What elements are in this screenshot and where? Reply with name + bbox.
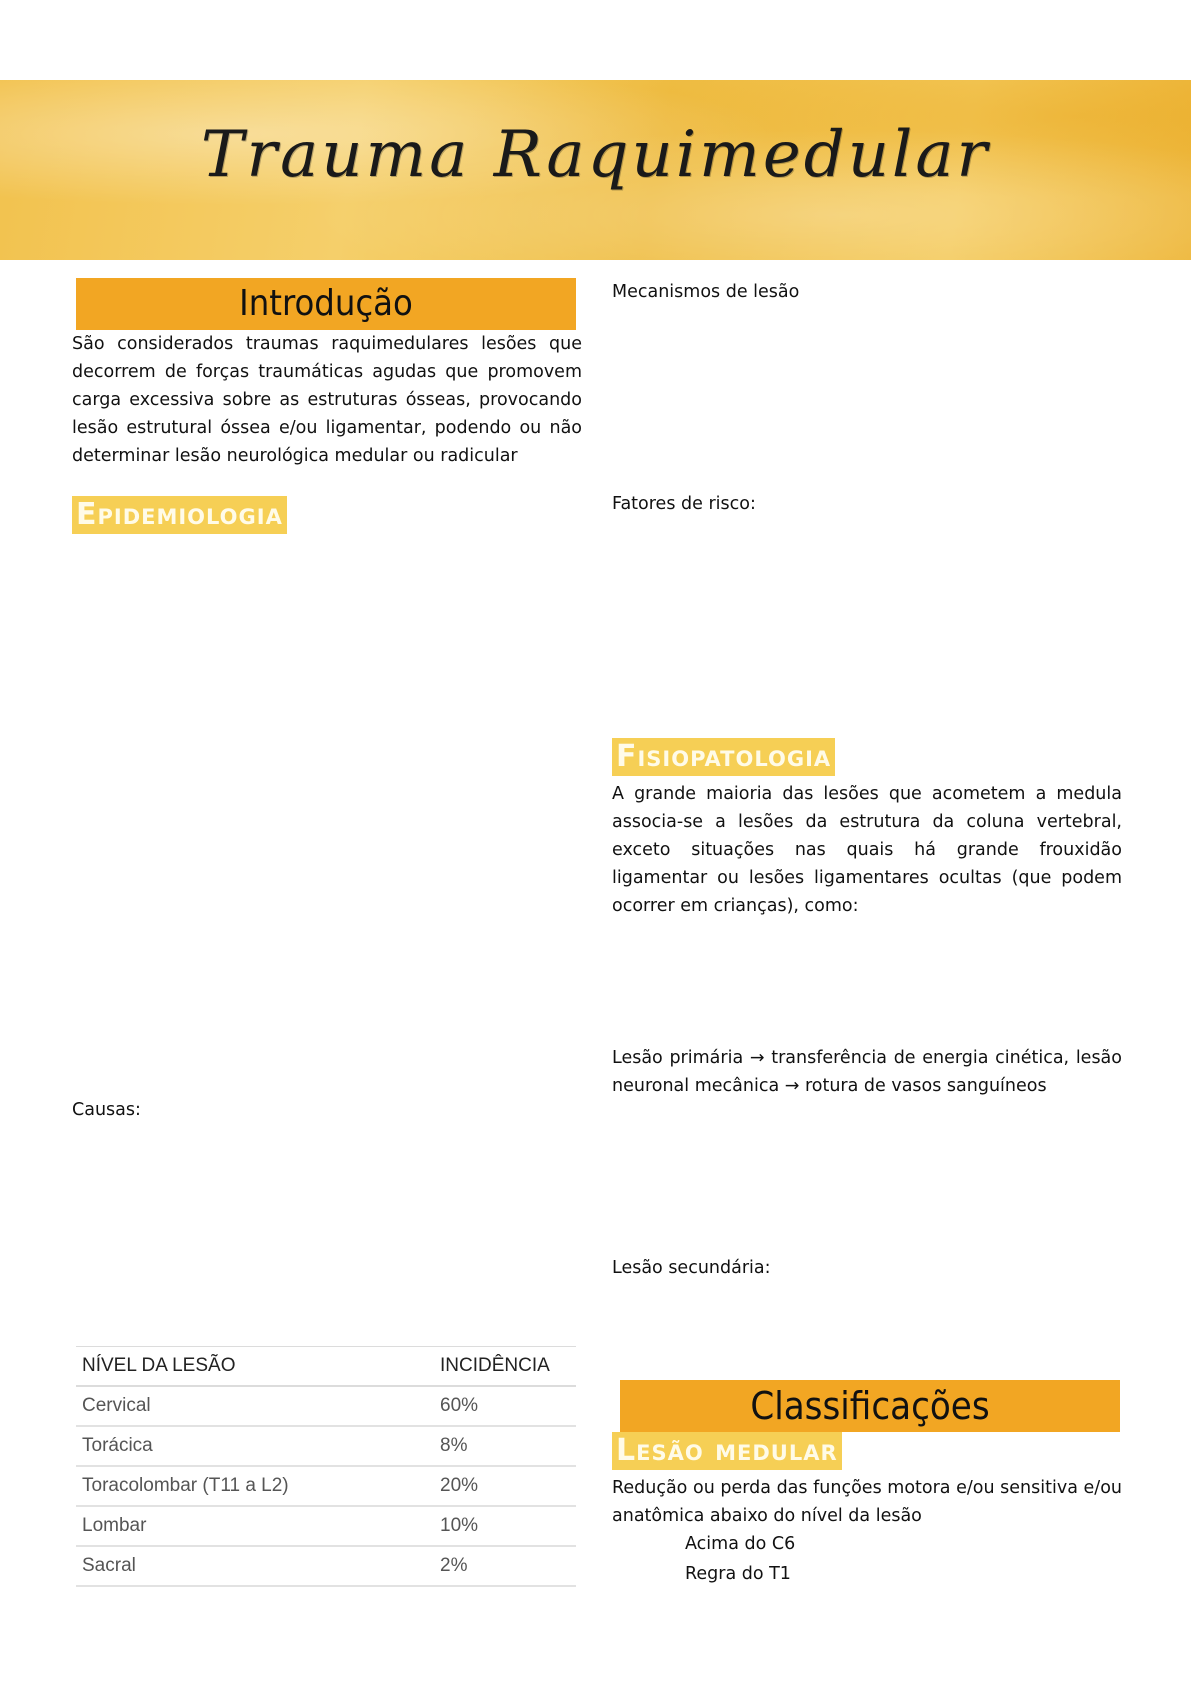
table-cell-incidencia: 60% [434,1386,576,1426]
table-row [76,1386,576,1426]
table-row [76,1426,576,1466]
fisiopatologia-heading: Fisiopatologia [612,738,835,776]
lesao-primaria-text: Lesão primária → transferência de energia cinética, lesão neuronal mecânica → rotura de vasos sanguíneos [612,1048,1122,1096]
mecanismos-label: Mecanismos de lesão [612,282,800,302]
table-header-incidencia: INCIDÊNCIA [434,1347,576,1387]
epidemiologia-heading: Epidemiologia [72,496,287,534]
lesao-secundaria-label: Lesão secundária: [612,1258,771,1278]
table-row [76,1466,576,1506]
fisiopatologia-text: A grande maioria das lesões que acometem a medula associa-se a lesões da estrutura da coluna vertebral, exceto situações nas quais há grande frouxidão ligamentar ou lesões ligamentares ocultas (que podem ocorrer em crianças), como: [612,784,1122,916]
table-cell-incidencia: 20% [434,1466,576,1506]
table-cell-nivel: Sacral [76,1546,434,1586]
table-cell-nivel: Lombar [76,1506,434,1546]
table-header-row [76,1347,576,1387]
introducao-heading [76,278,576,330]
table-cell-incidencia: 10% [434,1506,576,1546]
lesao-medular-text: Redução ou perda das funções motora e/ou sensitiva e/ou anatômica abaixo do nível da lesão [612,1478,1122,1526]
lesao-medular-heading: Lesão medular [612,1432,842,1470]
classificacoes-heading [620,1380,1120,1432]
incidence-table [76,1346,576,1587]
table-cell-incidencia: 2% [434,1546,576,1586]
fatores-label: Fatores de risco: [612,494,756,514]
table-header-nivel: NÍVEL DA LESÃO [76,1347,434,1387]
introducao-heading-label: Introdução [239,283,413,324]
page-title: Trauma Raquimedular [200,118,991,192]
table-row [76,1506,576,1546]
table-cell-nivel: Cervical [76,1386,434,1426]
causas-label: Causas: [72,1100,141,1120]
table-cell-nivel: Torácica [76,1426,434,1466]
acima-c6-item: Acima do C6 [685,1534,796,1554]
table-row [76,1546,576,1586]
table-cell-nivel: Toracolombar (T11 a L2) [76,1466,434,1506]
introducao-text: São considerados traumas raquimedulares lesões que decorrem de forças traumáticas agudas que promovem carga excessiva sobre as estruturas ósseas, provocando lesão estrutural óssea e/ou ligamentar, podendo ou não determinar lesão neurológica medular ou radicular [72,334,582,466]
classificacoes-heading-label: Classificações [750,1384,990,1428]
regra-t1-item: Regra do T1 [685,1564,791,1584]
title-banner [0,80,1191,260]
table-cell-incidencia: 8% [434,1426,576,1466]
